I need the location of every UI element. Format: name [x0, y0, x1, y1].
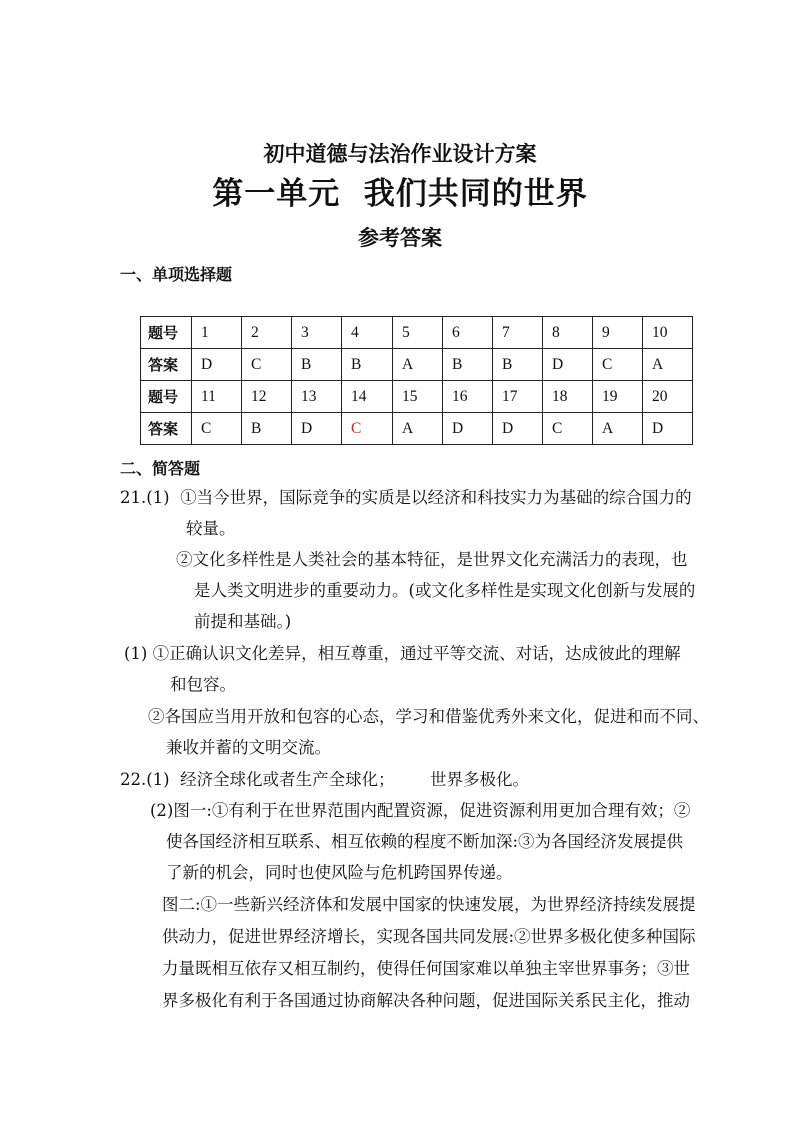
q21-line-5: 前提和基础。): [194, 612, 292, 631]
question-number: 7: [493, 317, 543, 349]
q21-line-2: 较量。: [186, 519, 236, 538]
answer-cell: A: [593, 413, 643, 445]
answer-cell: C: [543, 413, 593, 445]
question-number: 18: [543, 381, 593, 413]
q22-line-6: 供动力，促进世界经济增长，实现各国共同发展:②世界多极化使多种国际: [162, 927, 696, 946]
question-number: 12: [242, 381, 292, 413]
question-number: 11: [192, 381, 242, 413]
row-label: 答案: [141, 413, 192, 445]
q21-line-7: 和包容。: [170, 675, 236, 694]
answer-cell-highlighted: C: [342, 413, 393, 445]
answer-cell: D: [192, 349, 242, 381]
answer-cell: D: [443, 413, 493, 445]
answer-cell: C: [192, 413, 242, 445]
table-row: [141, 349, 693, 381]
answer-cell: C: [242, 349, 292, 381]
answer-cell: A: [393, 413, 443, 445]
section-heading-short-answer: 二、简答题: [120, 459, 201, 478]
question-number: 19: [593, 381, 643, 413]
table-row: [141, 413, 693, 445]
question-number: 17: [493, 381, 543, 413]
answer-cell: D: [493, 413, 543, 445]
q21-line-9: 兼收并蓄的文明交流。: [166, 738, 331, 757]
unit-title: 第一单元 我们共同的世界: [212, 176, 588, 212]
q22-line-2: (2)图一:①有利于在世界范围内配置资源，促进资源利用更加合理有效；②: [150, 801, 691, 820]
question-number: 14: [342, 381, 393, 413]
q21-line-4: 是人类文明进步的重要动力。(或文化多样性是实现文化创新与发展的: [194, 581, 696, 600]
answer-table: [140, 316, 693, 445]
q22-line-5: 图二:①一些新兴经济体和发展中国家的快速发展，为世界经济持续发展提: [162, 895, 696, 914]
question-number: 13: [292, 381, 342, 413]
question-number: 1: [192, 317, 242, 349]
question-number: 4: [342, 317, 393, 349]
answer-cell: A: [393, 349, 443, 381]
q22-line-7: 力量既相互依存又相互制约，使得任何国家难以单独主宰世界事务；③世: [162, 959, 690, 978]
q22-line-4: 了新的机会，同时也使风险与危机跨国界传递。: [166, 863, 513, 882]
answer-cell: D: [292, 413, 342, 445]
question-number: 5: [393, 317, 443, 349]
row-label: 题号: [141, 381, 192, 413]
answer-cell: B: [342, 349, 393, 381]
question-number: 6: [443, 317, 493, 349]
answer-cell: B: [242, 413, 292, 445]
answer-cell: B: [443, 349, 493, 381]
answer-cell: B: [292, 349, 342, 381]
q22-line-3: 使各国经济相互联系、相互依赖的程度不断加深:③为各国经济发展提供: [166, 832, 684, 851]
row-label: 题号: [141, 317, 192, 349]
question-number: 9: [593, 317, 643, 349]
q21-line-8: ②各国应当用开放和包容的心态，学习和借鉴优秀外来文化，促进和而不同、: [148, 707, 709, 726]
answer-cell: B: [493, 349, 543, 381]
table-row: [141, 317, 693, 349]
section-heading-multiple-choice: 一、单项选择题: [120, 265, 233, 284]
question-number: 2: [242, 317, 292, 349]
document-title: 初中道德与法治作业设计方案: [263, 141, 537, 166]
document-subtitle: 参考答案: [358, 225, 442, 250]
answer-cell: C: [593, 349, 643, 381]
answer-cell: D: [543, 349, 593, 381]
q22-line-1a: 22.(1) 经济全球化或者生产全球化；: [120, 770, 395, 789]
q21-line-6: (1) ①正确认识文化差异，相互尊重，通过平等交流、对话，达成彼此的理解: [124, 644, 681, 663]
question-number: 3: [292, 317, 342, 349]
question-number: 15: [393, 381, 443, 413]
question-number: 10: [643, 317, 693, 349]
row-label: 答案: [141, 349, 192, 381]
question-number: 8: [543, 317, 593, 349]
table-row: [141, 381, 693, 413]
q21-line-1: 21.(1) ①当今世界，国际竞争的实质是以经济和科技实力为基础的综合国力的: [120, 488, 692, 507]
q21-line-3: ②文化多样性是人类社会的基本特征，是世界文化充满活力的表现，也: [176, 550, 688, 569]
q22-line-8: 界多极化有利于各国通过协商解决各种问题，促进国际关系民主化，推动: [162, 991, 690, 1010]
q22-line-1b: 世界多极化。: [430, 770, 529, 789]
question-number: 16: [443, 381, 493, 413]
answer-cell: D: [643, 413, 693, 445]
question-number: 20: [643, 381, 693, 413]
answer-cell: A: [643, 349, 693, 381]
